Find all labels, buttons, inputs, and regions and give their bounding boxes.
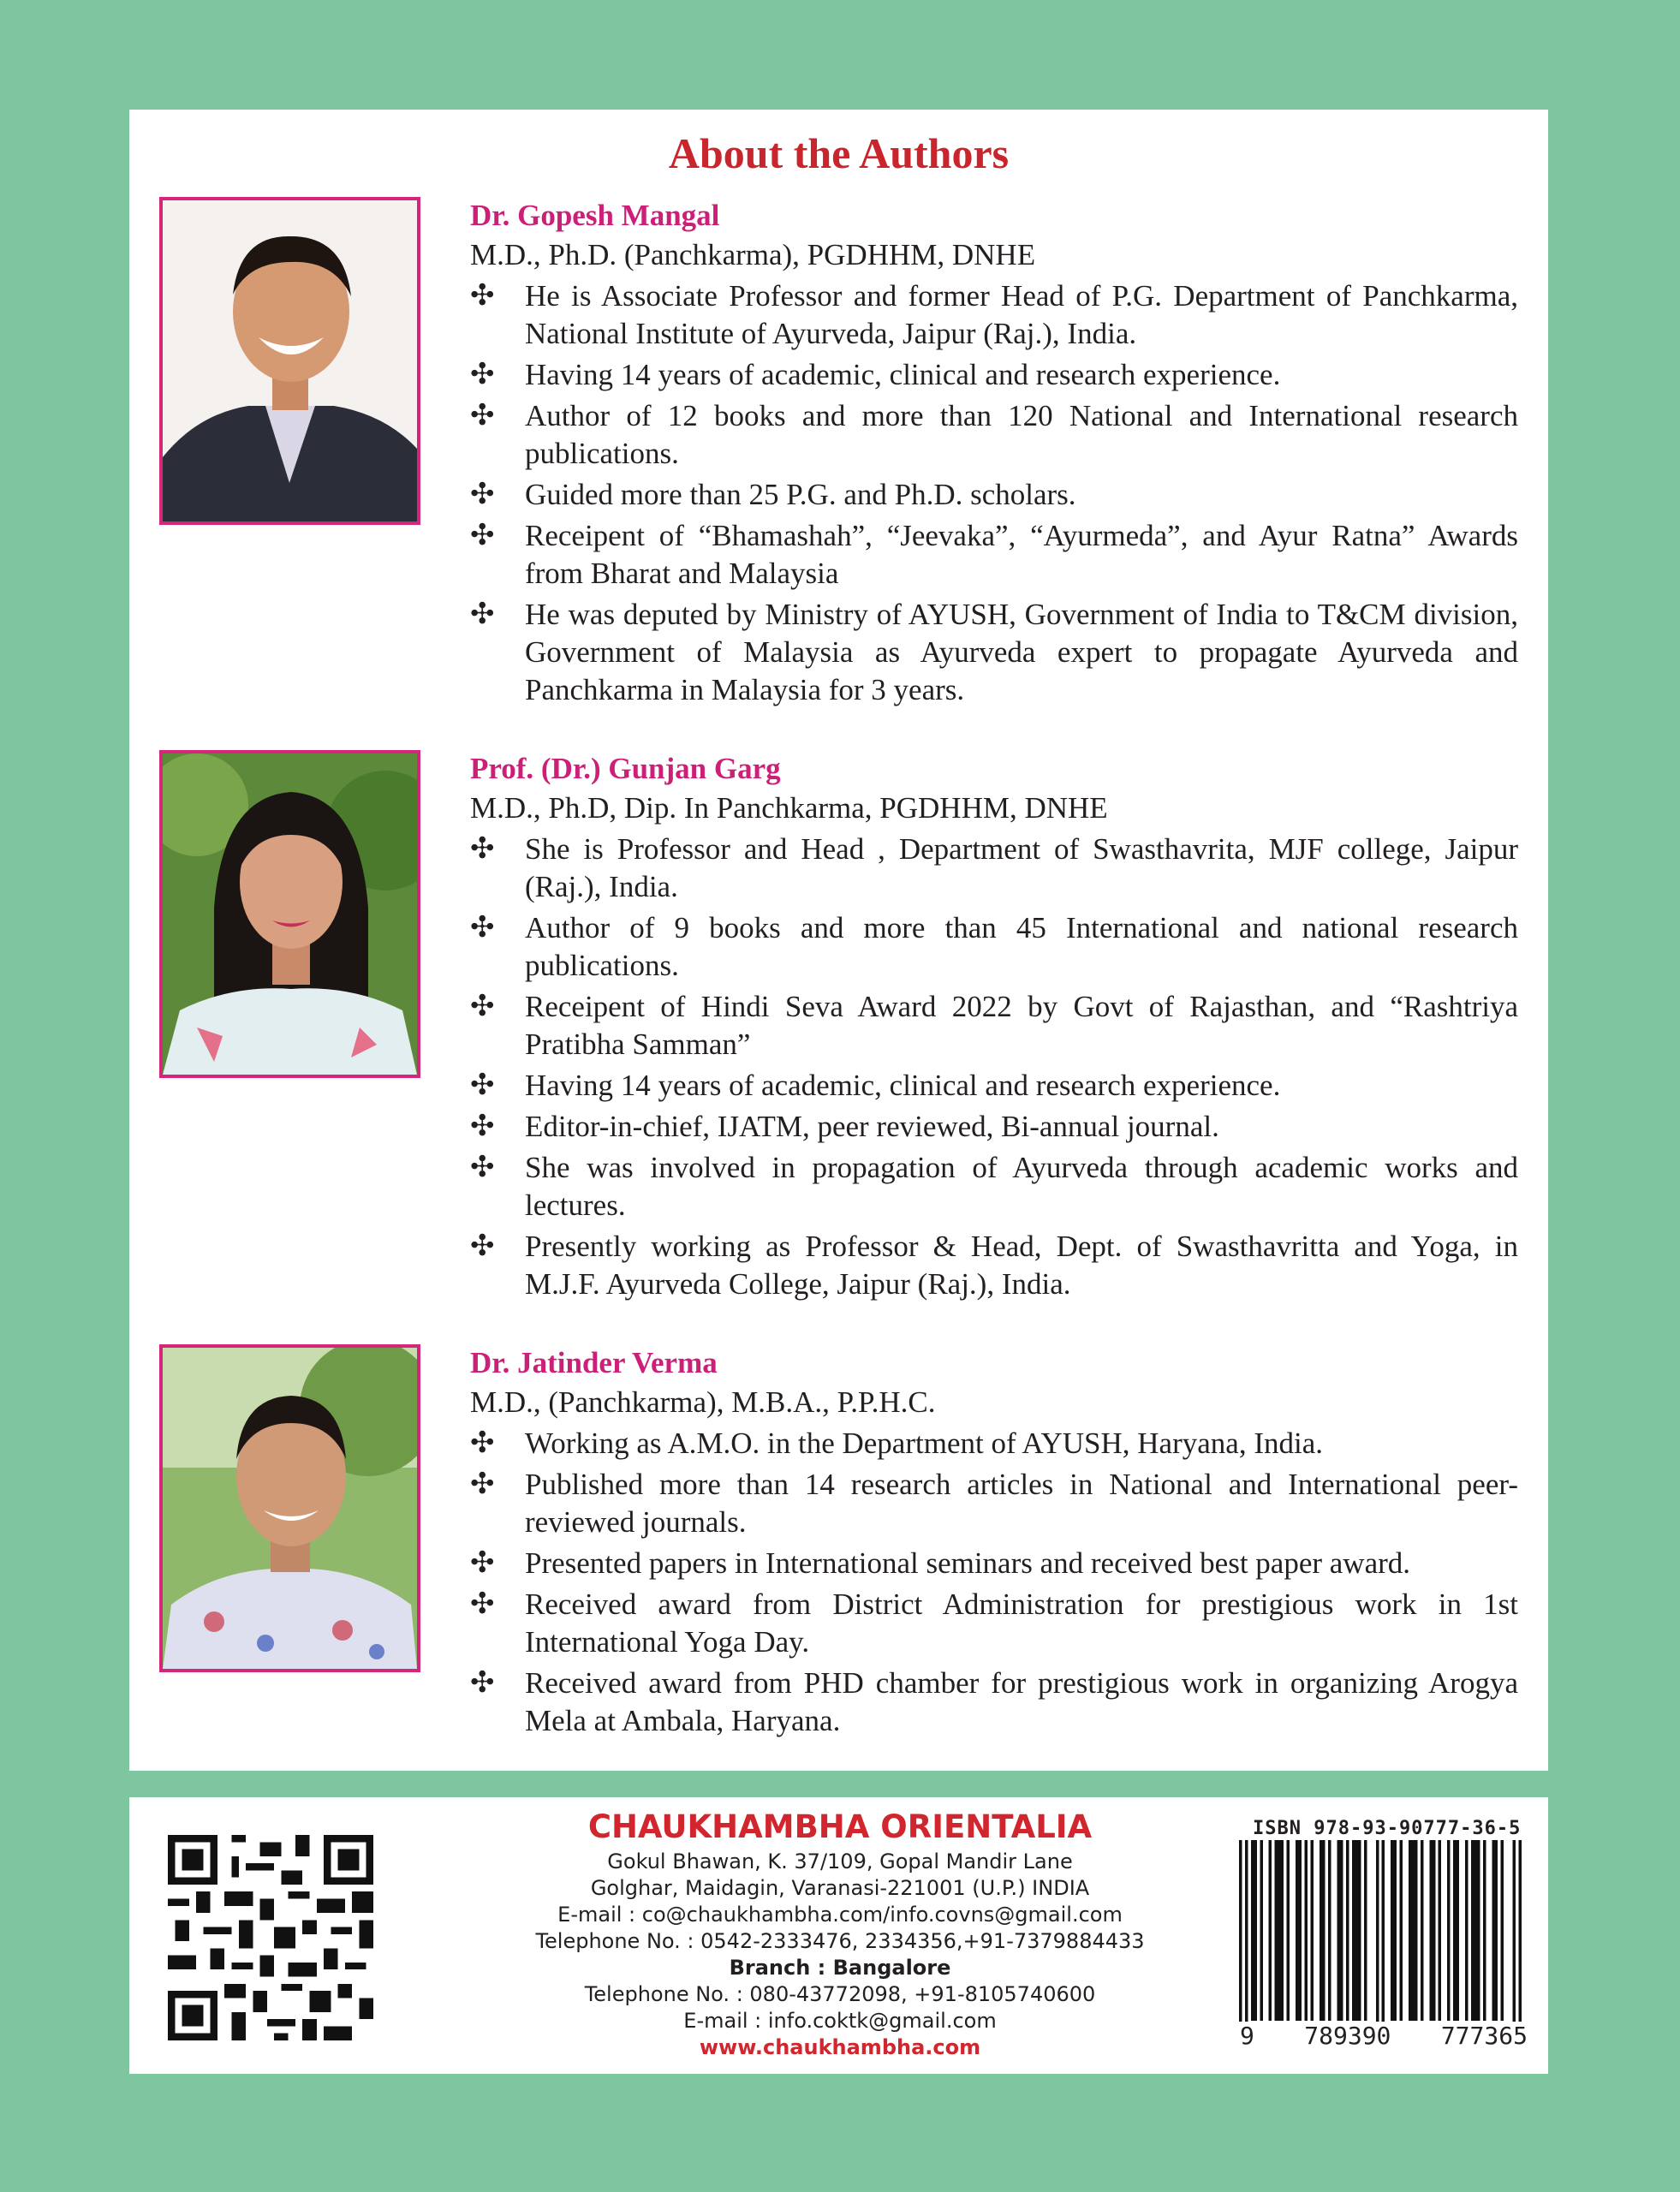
barcode-icon (1239, 1840, 1522, 2037)
author-qualifications: M.D., Ph.D, Dip. In Panchkarma, PGDHHM, DNHE (470, 791, 1108, 825)
publisher-email: E-mail : co@chaukhambha.com/info.covns@gmail.com (557, 1903, 1123, 1927)
list-item (470, 476, 1518, 514)
point-text: Working as A.M.O. in the Department of AYUSH, Haryana, India. (525, 1427, 1323, 1460)
bullet-icon: ✣ (470, 599, 495, 630)
author-points-list (470, 831, 1518, 1303)
author-photo (159, 197, 420, 525)
author-photo (159, 1344, 420, 1672)
list-item (470, 1067, 1518, 1105)
point-text: Presented papers in International seminars and received best paper award. (525, 1546, 1411, 1580)
bullet-icon: ✣ (470, 1069, 495, 1101)
author-points-list (470, 1425, 1518, 1740)
bullet-icon: ✣ (470, 833, 495, 865)
publisher-name: CHAUKHAMBHA ORIENTALIA (587, 1808, 1093, 1845)
point-text: He is Associate Professor and former Head of P.G. Department of Panchkarma, National Institute of Ayurveda, Jaipur (Raj.), India. (525, 279, 1518, 350)
bullet-icon: ✣ (470, 280, 495, 312)
bullet-icon: ✣ (470, 912, 495, 944)
point-text: Having 14 years of academic, clinical and research experience. (525, 1069, 1281, 1102)
list-item (470, 1149, 1518, 1224)
author-text (470, 750, 1518, 1307)
list-item (470, 356, 1518, 394)
list-item (470, 988, 1518, 1063)
point-text: Receipent of Hindi Seva Award 2022 by Govt of Rajasthan, and “Rashtriya Pratibha Samman” (525, 990, 1518, 1061)
point-text: Received award from District Administration for prestigious work in 1st International Yoga Day. (525, 1587, 1518, 1659)
publisher-footer (129, 1797, 1548, 2074)
branch-telephone: Telephone No. : 080-43772098, +91-8105740600 (584, 1982, 1096, 2006)
bullet-icon: ✣ (470, 1547, 495, 1579)
author-name: Dr. Gopesh Mangal (470, 199, 720, 232)
author-points-list (470, 277, 1518, 709)
branch-email: E-mail : info.coktk@gmail.com (683, 2009, 997, 2033)
page-title: About the Authors (668, 129, 1010, 177)
list-item (470, 1466, 1518, 1541)
list-item (470, 517, 1518, 593)
publisher-website: www.chaukhambha.com (699, 2035, 981, 2059)
bullet-icon: ✣ (470, 1152, 495, 1183)
list-item (470, 1228, 1518, 1303)
list-item (470, 277, 1518, 353)
list-item (470, 1586, 1518, 1661)
point-text: Author of 9 books and more than 45 International and national research publications. (525, 911, 1518, 982)
list-item (470, 831, 1518, 906)
branch-label: Branch : Bangalore (729, 1956, 951, 1980)
author-text (470, 197, 1518, 712)
list-item (470, 1425, 1518, 1462)
barcode-digit-group: 9 (1240, 2022, 1254, 2050)
bullet-icon: ✣ (470, 1111, 495, 1142)
list-item (470, 1108, 1518, 1146)
list-item (470, 397, 1518, 473)
point-text: Guided more than 25 P.G. and Ph.D. scholars. (525, 478, 1076, 511)
bullet-icon: ✣ (470, 520, 495, 551)
point-text: Receipent of “Bhamashah”, “Jeevaka”, “Ayurmeda”, and Ayur Ratna” Awards from Bharat and Malaysia (525, 519, 1518, 590)
point-text: Author of 12 books and more than 120 National and International research publications. (525, 399, 1518, 470)
bullet-icon: ✣ (470, 479, 495, 510)
about-authors-panel (129, 110, 1548, 1771)
bullet-icon: ✣ (470, 991, 495, 1022)
author-text (470, 1344, 1518, 1743)
bullet-icon: ✣ (470, 1588, 495, 1620)
bullet-icon: ✣ (470, 1230, 495, 1262)
bullet-icon: ✣ (470, 1468, 495, 1500)
bullet-icon: ✣ (470, 1667, 495, 1699)
list-item (470, 596, 1518, 709)
barcode-digits (1238, 2022, 1529, 2050)
bullet-icon: ✣ (470, 359, 495, 390)
qr-code-icon (168, 1835, 373, 2040)
point-text: Published more than 14 research articles in National and International peer-reviewed journals. (525, 1468, 1518, 1539)
point-text: Received award from PHD chamber for prestigious work in organizing Arogya Mela at Ambala, Haryana. (525, 1666, 1518, 1737)
isbn-label: ISBN 978-93-90777-36-5 (1253, 1818, 1522, 1839)
list-item (470, 1665, 1518, 1740)
author-qualifications: M.D., Ph.D. (Panchkarma), PGDHHM, DNHE (470, 238, 1036, 271)
list-item (470, 1545, 1518, 1582)
barcode-digit-group: 777365 (1440, 2022, 1528, 2050)
publisher-telephone: Telephone No. : 0542-2333476, 2334356,+91-7379884433 (535, 1929, 1145, 1953)
barcode-digit-group: 789390 (1304, 2022, 1391, 2050)
point-text: Presently working as Professor & Head, Dept. of Swasthavritta and Yoga, in M.J.F. Ayurveda College, Jaipur (Raj.), India. (525, 1230, 1518, 1301)
publisher-address-line1: Gokul Bhawan, K. 37/109, Gopal Mandir Lane (607, 1850, 1073, 1873)
point-text: She is Professor and Head , Department of Swasthavrita, MJF college, Jaipur (Raj.), India. (525, 832, 1518, 903)
point-text: He was deputed by Ministry of AYUSH, Government of India to T&CM division, Government of Malaysia as Ayurveda expert to propagate Ayurveda and Panchkarma in Malaysia for 3 years. (525, 598, 1518, 706)
point-text: She was involved in propagation of Ayurveda through academic works and lectures. (525, 1151, 1518, 1222)
author-photo (159, 750, 420, 1078)
author-name: Dr. Jatinder Verma (470, 1346, 718, 1379)
publisher-address-line2: Golghar, Maidagin, Varanasi-221001 (U.P.) INDIA (590, 1876, 1090, 1900)
point-text: Editor-in-chief, IJATM, peer reviewed, Bi-annual journal. (525, 1110, 1219, 1143)
list-item (470, 909, 1518, 985)
bullet-icon: ✣ (470, 1427, 495, 1459)
point-text: Having 14 years of academic, clinical and research experience. (525, 358, 1281, 391)
publisher-info (489, 1808, 1191, 2061)
author-name: Prof. (Dr.) Gunjan Garg (470, 752, 781, 785)
author-qualifications: M.D., (Panchkarma), M.B.A., P.P.H.C. (470, 1385, 936, 1419)
bullet-icon: ✣ (470, 400, 495, 432)
